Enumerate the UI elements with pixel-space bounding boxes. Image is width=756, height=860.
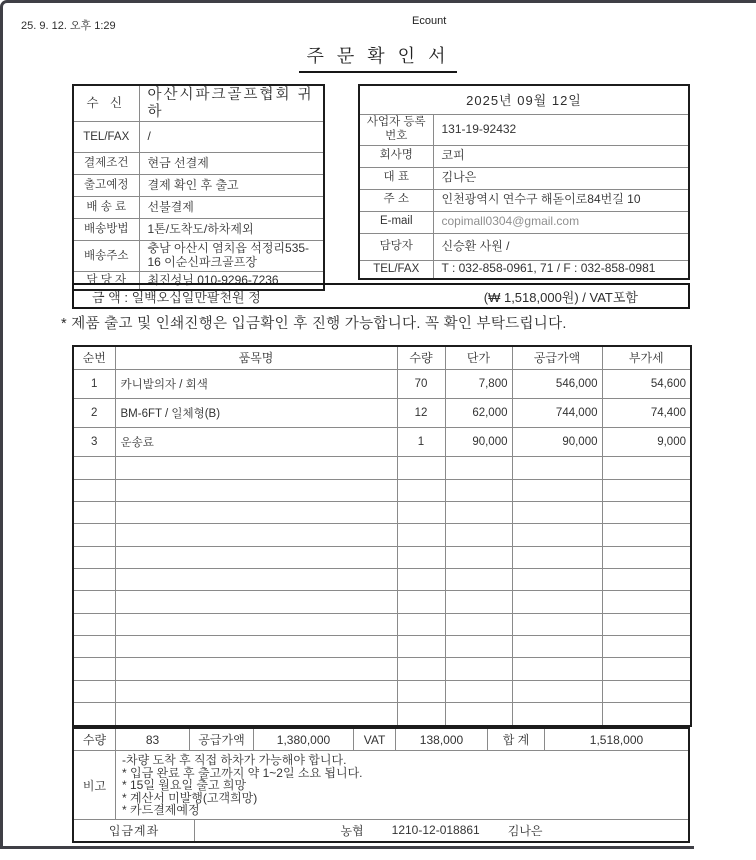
column-header: 품목명	[115, 346, 397, 369]
empty-cell	[397, 591, 445, 613]
empty-cell	[397, 501, 445, 523]
field-value: 신승환 사원 /	[433, 233, 689, 260]
item-cell: 12	[397, 398, 445, 427]
item-cell: 운송료	[115, 427, 397, 456]
empty-cell	[445, 703, 512, 726]
empty-cell	[512, 613, 602, 635]
column-header: 단가	[445, 346, 512, 369]
empty-cell	[445, 457, 512, 479]
empty-cell	[397, 658, 445, 680]
empty-cell	[115, 501, 397, 523]
remarks-label: 비고	[74, 751, 116, 819]
item-cell: 1	[73, 369, 115, 398]
item-cell: 9,000	[602, 427, 691, 456]
empty-cell	[73, 546, 115, 568]
deposit-account-label: 입금계좌	[74, 820, 195, 841]
column-header: 부가세	[602, 346, 691, 369]
amount-value: (₩ 1,518,000원) / VAT포함	[483, 289, 638, 305]
column-header: 공급가액	[512, 346, 602, 369]
field-value: 인천광역시 연수구 해돋이로84번길 10	[433, 189, 689, 211]
field-value: 131-19-92432	[433, 114, 689, 145]
empty-cell	[397, 703, 445, 726]
notice-text: * 제품 출고 및 인쇄진행은 입금확인 후 진행 가능합니다. 꼭 확인 부탁드립니다.	[61, 316, 567, 332]
empty-item-row	[73, 457, 691, 479]
remark-line: * 15일 월요일 출고 희망	[122, 778, 247, 793]
field-value: copimall0304@gmail.com	[433, 211, 689, 233]
empty-cell	[397, 636, 445, 658]
deposit-account-row	[74, 820, 688, 841]
supplier-row	[359, 114, 689, 145]
empty-cell	[512, 591, 602, 613]
field-label: TEL/FAX	[73, 122, 139, 153]
empty-item-row	[73, 501, 691, 523]
empty-cell	[602, 680, 691, 702]
item-cell: 카니발의자 / 회색	[115, 369, 397, 398]
field-value: 김나은	[433, 167, 689, 189]
field-value: 1톤/도착도/하차제외	[139, 219, 324, 241]
field-value: /	[139, 122, 324, 153]
field-label: E-mail	[359, 211, 433, 233]
empty-cell	[445, 636, 512, 658]
item-cell: 744,000	[512, 398, 602, 427]
document-date: 2025년 09월 12일	[359, 85, 689, 114]
empty-cell	[602, 658, 691, 680]
empty-cell	[602, 569, 691, 591]
empty-cell	[512, 501, 602, 523]
summary-value: 1,518,000	[589, 732, 644, 747]
empty-cell	[445, 658, 512, 680]
empty-cell	[445, 546, 512, 568]
empty-cell	[73, 591, 115, 613]
amount-bar	[72, 283, 690, 309]
item-cell: 54,600	[602, 369, 691, 398]
item-cell: 3	[73, 427, 115, 456]
empty-cell	[445, 613, 512, 635]
summary-value: 1,380,000	[254, 729, 354, 750]
empty-cell	[512, 546, 602, 568]
field-value: 결제 확인 후 출고	[139, 175, 324, 197]
empty-cell	[512, 569, 602, 591]
empty-cell	[602, 546, 691, 568]
item-cell: 90,000	[445, 427, 512, 456]
item-cell: 90,000	[512, 427, 602, 456]
empty-cell	[512, 680, 602, 702]
field-label: 회사명	[359, 145, 433, 167]
item-cell: 1	[397, 427, 445, 456]
item-cell: 70	[397, 369, 445, 398]
empty-cell	[602, 703, 691, 726]
empty-cell	[73, 636, 115, 658]
items-table	[72, 345, 692, 727]
supplier-row	[359, 260, 689, 279]
account-number: 1210-12-018861	[391, 823, 480, 838]
bank-name: 농협	[340, 823, 364, 838]
recipient-row	[73, 153, 324, 175]
item-cell: 62,000	[445, 398, 512, 427]
summary-label: 수량	[74, 729, 116, 750]
remarks-content	[116, 751, 688, 819]
empty-cell	[73, 524, 115, 546]
print-timestamp: 25. 9. 12. 오후 1:29	[21, 20, 116, 32]
empty-cell	[115, 658, 397, 680]
field-label: 담당자	[359, 233, 433, 260]
field-value: 선불결제	[139, 197, 324, 219]
field-label: 배송방법	[73, 219, 139, 241]
amount-text: 금 액 : 일백오십일만팔천원 정	[92, 289, 261, 305]
document-title-wrap	[0, 42, 756, 73]
empty-cell	[445, 680, 512, 702]
document-title: 주 문 확 인 서	[299, 42, 458, 73]
empty-cell	[602, 591, 691, 613]
recipient-row	[73, 197, 324, 219]
recipient-row	[73, 122, 324, 153]
recipient-row	[73, 241, 324, 272]
remark-line: * 계산서 미발행(고객희망)	[122, 790, 258, 805]
item-row	[73, 369, 691, 398]
empty-cell	[73, 457, 115, 479]
field-label: 사업자 등록번호	[359, 114, 433, 145]
supplier-row	[359, 211, 689, 233]
empty-cell	[602, 524, 691, 546]
remark-line: -차량 도착 후 직접 하차가 가능해야 합니다.	[122, 753, 347, 768]
empty-cell	[512, 479, 602, 501]
remark-line: * 카드결제예정	[122, 803, 200, 818]
empty-cell	[73, 658, 115, 680]
item-row	[73, 427, 691, 456]
field-label: 결제조건	[73, 153, 139, 175]
item-cell: 2	[73, 398, 115, 427]
empty-cell	[445, 479, 512, 501]
supplier-row	[359, 233, 689, 260]
field-label: 주 소	[359, 189, 433, 211]
empty-cell	[115, 457, 397, 479]
field-label: 배 송 료	[73, 197, 139, 219]
field-value: T : 032-858-0961, 71 / F : 032-858-0981	[433, 260, 689, 279]
empty-cell	[445, 591, 512, 613]
supplier-date-row	[359, 85, 689, 114]
field-label: 담 당 자	[73, 271, 139, 290]
empty-cell	[397, 524, 445, 546]
empty-cell	[115, 613, 397, 635]
window-bottom-edge	[0, 846, 694, 849]
empty-cell	[445, 501, 512, 523]
summary-label: 합 계	[488, 729, 545, 750]
empty-cell	[115, 680, 397, 702]
empty-cell	[115, 569, 397, 591]
supplier-row	[359, 145, 689, 167]
totals-row	[74, 729, 688, 751]
summary-label: 공급가액	[190, 729, 254, 750]
items-header-row	[73, 346, 691, 369]
empty-cell	[115, 636, 397, 658]
summary-label: VAT	[354, 729, 396, 750]
recipient-info-table	[72, 84, 325, 291]
field-value: 충남 아산시 염치읍 석정리535-16 이순신파크골프장	[139, 241, 324, 272]
empty-cell	[512, 658, 602, 680]
empty-cell	[512, 703, 602, 726]
empty-cell	[397, 479, 445, 501]
field-label: 출고예정	[73, 175, 139, 197]
column-header: 수량	[397, 346, 445, 369]
empty-item-row	[73, 703, 691, 726]
empty-cell	[512, 457, 602, 479]
recipient-row	[73, 219, 324, 241]
empty-item-row	[73, 636, 691, 658]
item-cell: 546,000	[512, 369, 602, 398]
field-value: 현금 선결제	[139, 153, 324, 175]
item-row	[73, 398, 691, 427]
empty-cell	[397, 546, 445, 568]
totals-remarks-block	[72, 727, 690, 843]
deposit-account-value	[195, 820, 688, 841]
empty-cell	[73, 613, 115, 635]
empty-cell	[397, 569, 445, 591]
recipient-row	[73, 85, 324, 122]
empty-item-row	[73, 613, 691, 635]
empty-cell	[73, 680, 115, 702]
empty-cell	[445, 524, 512, 546]
empty-cell	[397, 457, 445, 479]
empty-item-row	[73, 591, 691, 613]
empty-item-row	[73, 680, 691, 702]
empty-cell	[445, 569, 512, 591]
empty-cell	[73, 479, 115, 501]
field-label: 수 신	[73, 85, 139, 122]
remark-line: * 입금 완료 후 출고까지 약 1~2일 소요 됩니다.	[122, 765, 363, 780]
column-header: 순번	[73, 346, 115, 369]
empty-cell	[397, 680, 445, 702]
app-header-label: Ecount	[412, 15, 447, 27]
empty-cell	[115, 479, 397, 501]
field-value: 아산시파크골프협회 귀하	[139, 85, 324, 122]
empty-cell	[602, 636, 691, 658]
empty-cell	[115, 703, 397, 726]
empty-cell	[73, 501, 115, 523]
supplier-row	[359, 167, 689, 189]
field-label: 배송주소	[73, 241, 139, 272]
account-holder: 김나은	[507, 823, 543, 838]
empty-cell	[115, 546, 397, 568]
empty-cell	[397, 613, 445, 635]
recipient-row	[73, 175, 324, 197]
empty-item-row	[73, 658, 691, 680]
empty-cell	[512, 524, 602, 546]
summary-value: 83	[116, 729, 190, 750]
empty-item-row	[73, 524, 691, 546]
remarks-row	[74, 751, 688, 820]
empty-item-row	[73, 569, 691, 591]
empty-cell	[73, 703, 115, 726]
empty-cell	[115, 591, 397, 613]
field-value: 최진성님 010-9296-7236	[139, 271, 324, 290]
empty-item-row	[73, 479, 691, 501]
empty-cell	[602, 501, 691, 523]
empty-cell	[512, 636, 602, 658]
summary-value: 138,000	[396, 729, 488, 750]
field-value: 코피	[433, 145, 689, 167]
empty-cell	[602, 479, 691, 501]
item-cell: BM-6FT / 일체형(B)	[115, 398, 397, 427]
supplier-info-table	[358, 84, 690, 280]
empty-cell	[115, 524, 397, 546]
empty-cell	[73, 569, 115, 591]
field-label: TEL/FAX	[359, 260, 433, 279]
item-cell: 7,800	[445, 369, 512, 398]
field-label: 대 표	[359, 167, 433, 189]
supplier-row	[359, 189, 689, 211]
item-cell: 74,400	[602, 398, 691, 427]
empty-cell	[602, 613, 691, 635]
empty-cell	[602, 457, 691, 479]
empty-item-row	[73, 546, 691, 568]
